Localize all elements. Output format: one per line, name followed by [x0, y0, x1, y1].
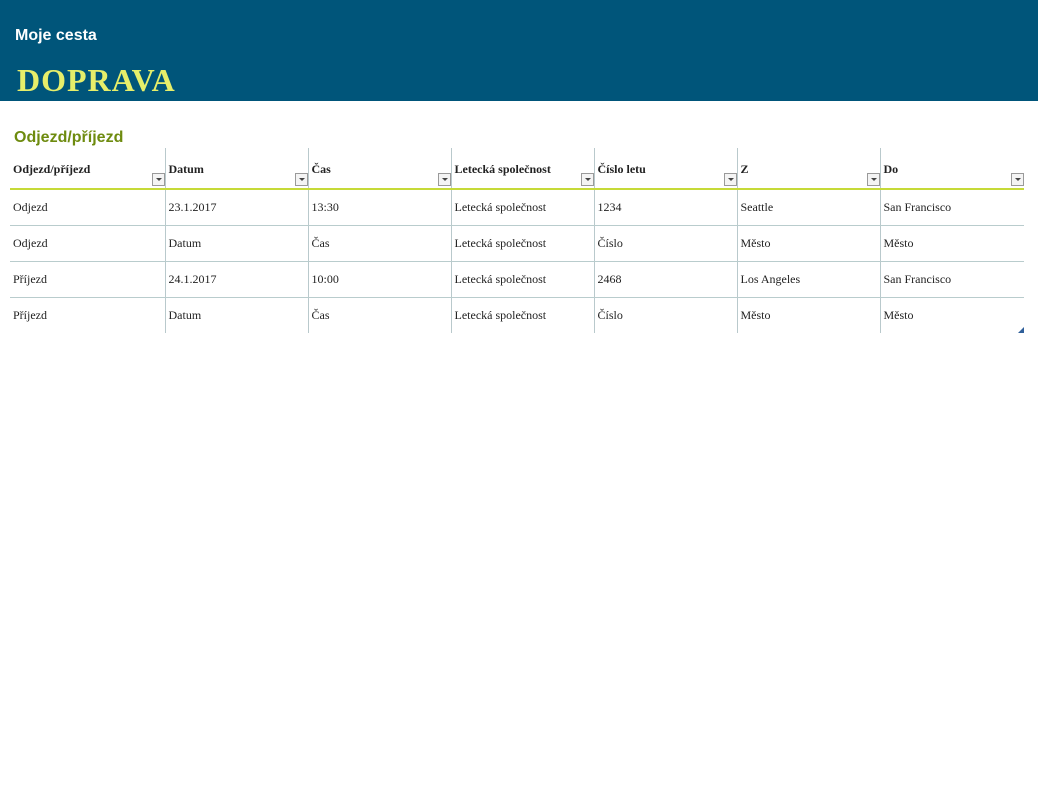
table-cell[interactable]: Město: [880, 298, 1024, 334]
page-title: DOPRAVA: [17, 62, 176, 98]
header-row: [10, 148, 1024, 189]
table-row: [10, 298, 1024, 334]
table-cell[interactable]: Město: [737, 298, 880, 334]
table-resize-handle-icon[interactable]: [1018, 327, 1024, 333]
column-header-date: [165, 148, 308, 189]
table-row: [10, 262, 1024, 298]
filter-dropdown-icon[interactable]: [295, 173, 308, 186]
column-label: Do: [883, 162, 899, 176]
table-cell[interactable]: Los Angeles: [737, 262, 880, 298]
table-cell[interactable]: Číslo: [594, 298, 737, 334]
table-cell[interactable]: Letecká společnost: [451, 226, 594, 262]
table-cell[interactable]: 24.1.2017: [165, 262, 308, 298]
column-label: Z: [740, 162, 749, 176]
table-cell[interactable]: Odjezd: [10, 189, 165, 226]
table-cell[interactable]: Čas: [308, 226, 451, 262]
table-cell[interactable]: 23.1.2017: [165, 189, 308, 226]
table-row: [10, 189, 1024, 226]
table-cell[interactable]: Datum: [165, 226, 308, 262]
table-cell[interactable]: Letecká společnost: [451, 298, 594, 334]
column-label: Datum: [168, 162, 204, 176]
table-cell[interactable]: Příjezd: [13, 308, 47, 322]
table-cell[interactable]: Příjezd: [10, 262, 165, 298]
transport-table: [10, 148, 1024, 333]
table-cell[interactable]: Město: [880, 226, 1024, 262]
table-cell[interactable]: 1234: [594, 189, 737, 226]
table-cell[interactable]: 10:00: [308, 262, 451, 298]
table-cell[interactable]: Datum: [165, 298, 308, 334]
table-cell[interactable]: Letecká společnost: [451, 189, 594, 226]
filter-dropdown-icon[interactable]: [724, 173, 737, 186]
header-banner: [0, 0, 1038, 101]
section-title: Odjezd/příjezd: [14, 129, 124, 146]
filter-dropdown-icon[interactable]: [581, 173, 594, 186]
filter-dropdown-icon[interactable]: [438, 173, 451, 186]
column-label: Číslo letu: [597, 162, 646, 176]
column-header-airline: [451, 148, 594, 189]
filter-dropdown-icon[interactable]: [867, 173, 880, 186]
trip-subtitle: Moje cesta: [15, 27, 97, 44]
table-cell[interactable]: Odjezd: [10, 226, 165, 262]
table-cell[interactable]: Číslo: [594, 226, 737, 262]
column-header-from: [737, 148, 880, 189]
table-cell[interactable]: 2468: [594, 262, 737, 298]
column-label: Čas: [311, 162, 331, 176]
table-cell[interactable]: Seattle: [737, 189, 880, 226]
column-header-time: [308, 148, 451, 189]
table-row: [10, 226, 1024, 262]
table-cell[interactable]: 13:30: [308, 189, 451, 226]
column-header-flight-number: [594, 148, 737, 189]
filter-dropdown-icon[interactable]: [1011, 173, 1024, 186]
table-cell[interactable]: San Francisco: [880, 189, 1024, 226]
table-cell[interactable]: San Francisco: [880, 262, 1024, 298]
table-cell[interactable]: Čas: [308, 298, 451, 334]
column-header-direction: [10, 148, 165, 189]
table-cell[interactable]: Město: [737, 226, 880, 262]
column-label: Odjezd/příjezd: [13, 162, 91, 176]
column-label: Letecká společnost: [454, 162, 551, 176]
filter-dropdown-icon[interactable]: [152, 173, 165, 186]
column-header-to: [880, 148, 1024, 189]
table-cell[interactable]: Letecká společnost: [451, 262, 594, 298]
